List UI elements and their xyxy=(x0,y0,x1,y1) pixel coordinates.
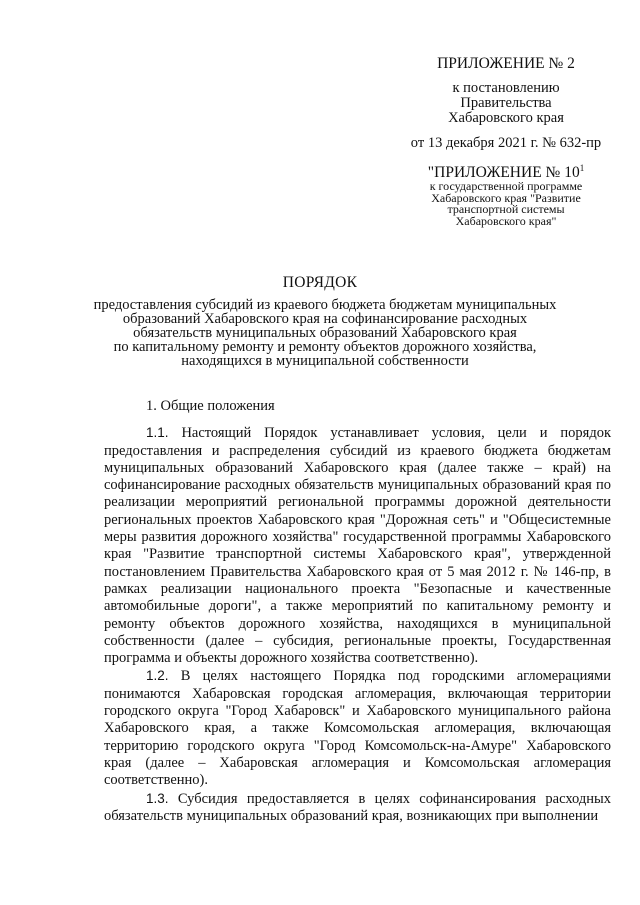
document-body xyxy=(104,398,611,825)
paragraph-number: 1.2. xyxy=(146,668,169,684)
subtitle-line: находящихся в муниципальной собственности xyxy=(181,353,469,369)
program-line: к государственной программе xyxy=(429,179,583,193)
appendix-10-heading xyxy=(390,161,622,180)
paragraph-1-3 xyxy=(104,790,611,826)
section-heading: 1. Общие положения xyxy=(146,398,275,414)
appendix-line: Правительства xyxy=(460,95,552,111)
program-reference xyxy=(390,181,622,227)
paragraph-number: 1.1. xyxy=(146,425,169,441)
program-line: Хабаровского края" xyxy=(455,213,557,228)
appendix-line: к постановлению xyxy=(452,80,560,96)
appendix-10-sup: 1 xyxy=(579,163,585,173)
paragraph-text: Субсидия предоставляется в целях софинансирования расходных обязательств муниципальных образований края, возникающих при выполнении xyxy=(104,790,611,824)
program-line: Хабаровского края "Развитие xyxy=(431,190,581,205)
appendix-header xyxy=(390,56,622,227)
document-subtitle xyxy=(90,298,560,368)
subtitle-line: по капитальному ремонту и ремонту объектов дорожного хозяйства, xyxy=(113,339,537,355)
paragraph-1-1 xyxy=(104,424,611,667)
appendix-line: Хабаровского края xyxy=(448,110,564,126)
subtitle-line: образований Хабаровского края на софинансирование расходных xyxy=(122,311,528,327)
appendix-10-text: "ПРИЛОЖЕНИЕ № 10 xyxy=(427,164,580,181)
appendix-number: ПРИЛОЖЕНИЕ № 2 xyxy=(437,55,575,72)
paragraph-number: 1.3. xyxy=(146,790,169,806)
paragraph-text: В целях настоящего Порядка под городскими агломерациями понимаются Хабаровская городская агломерация, включающая территории городского округа "Город Хабаровск" и Хабаровского муниципального района Хабаровского края, а также Комсомольская агломерация, включающая территорию городского округа "Город Комсомольск-на-Амуре" Хабаровского края (далее – Хабаровская агломерация и Комсомольская агломерация соответственно). xyxy=(104,668,611,789)
paragraph-text: Настоящий Порядок устанавливает условия, цели и порядок предоставления и распределения субсидий из краевого бюджета бюджетам муниципальных образований Хабаровского края (далее также – край) на софинансирование расходных обязательств муниципальных образований края по реализации мероприятий региональной программы дорожной деятельности региональных проектов Хабаровского края "Дорожная сеть" и "Общесистемные меры развития дорожного хозяйства" государственной программы Хабаровского края "Развитие транспортной системы Хабаровского края", утвержденной постановлением Правительства Хабаровского края от 5 мая 2012 г. № 146-пр, в рамках реализации национального проекта "Безопасные и качественные автомобильные дороги", а также мероприятий по капитальному ремонту и ремонту объектов дорожного хозяйства, находящихся в муниципальной собственности (далее – субсидия, региональные проекты, Государственная программа и объекты дорожного хозяйства соответственно). xyxy=(104,425,611,667)
program-line: транспортной системы xyxy=(447,202,565,216)
document-title: ПОРЯДОК xyxy=(282,274,358,291)
decree-date: от 13 декабря 2021 г. № 632-пр xyxy=(410,135,602,151)
paragraph-1-2 xyxy=(104,667,611,789)
subtitle-line: предоставления субсидий из краевого бюджета бюджетам муниципальных xyxy=(93,297,557,313)
subtitle-line: обязательств муниципальных образований Хабаровского края xyxy=(133,325,517,341)
